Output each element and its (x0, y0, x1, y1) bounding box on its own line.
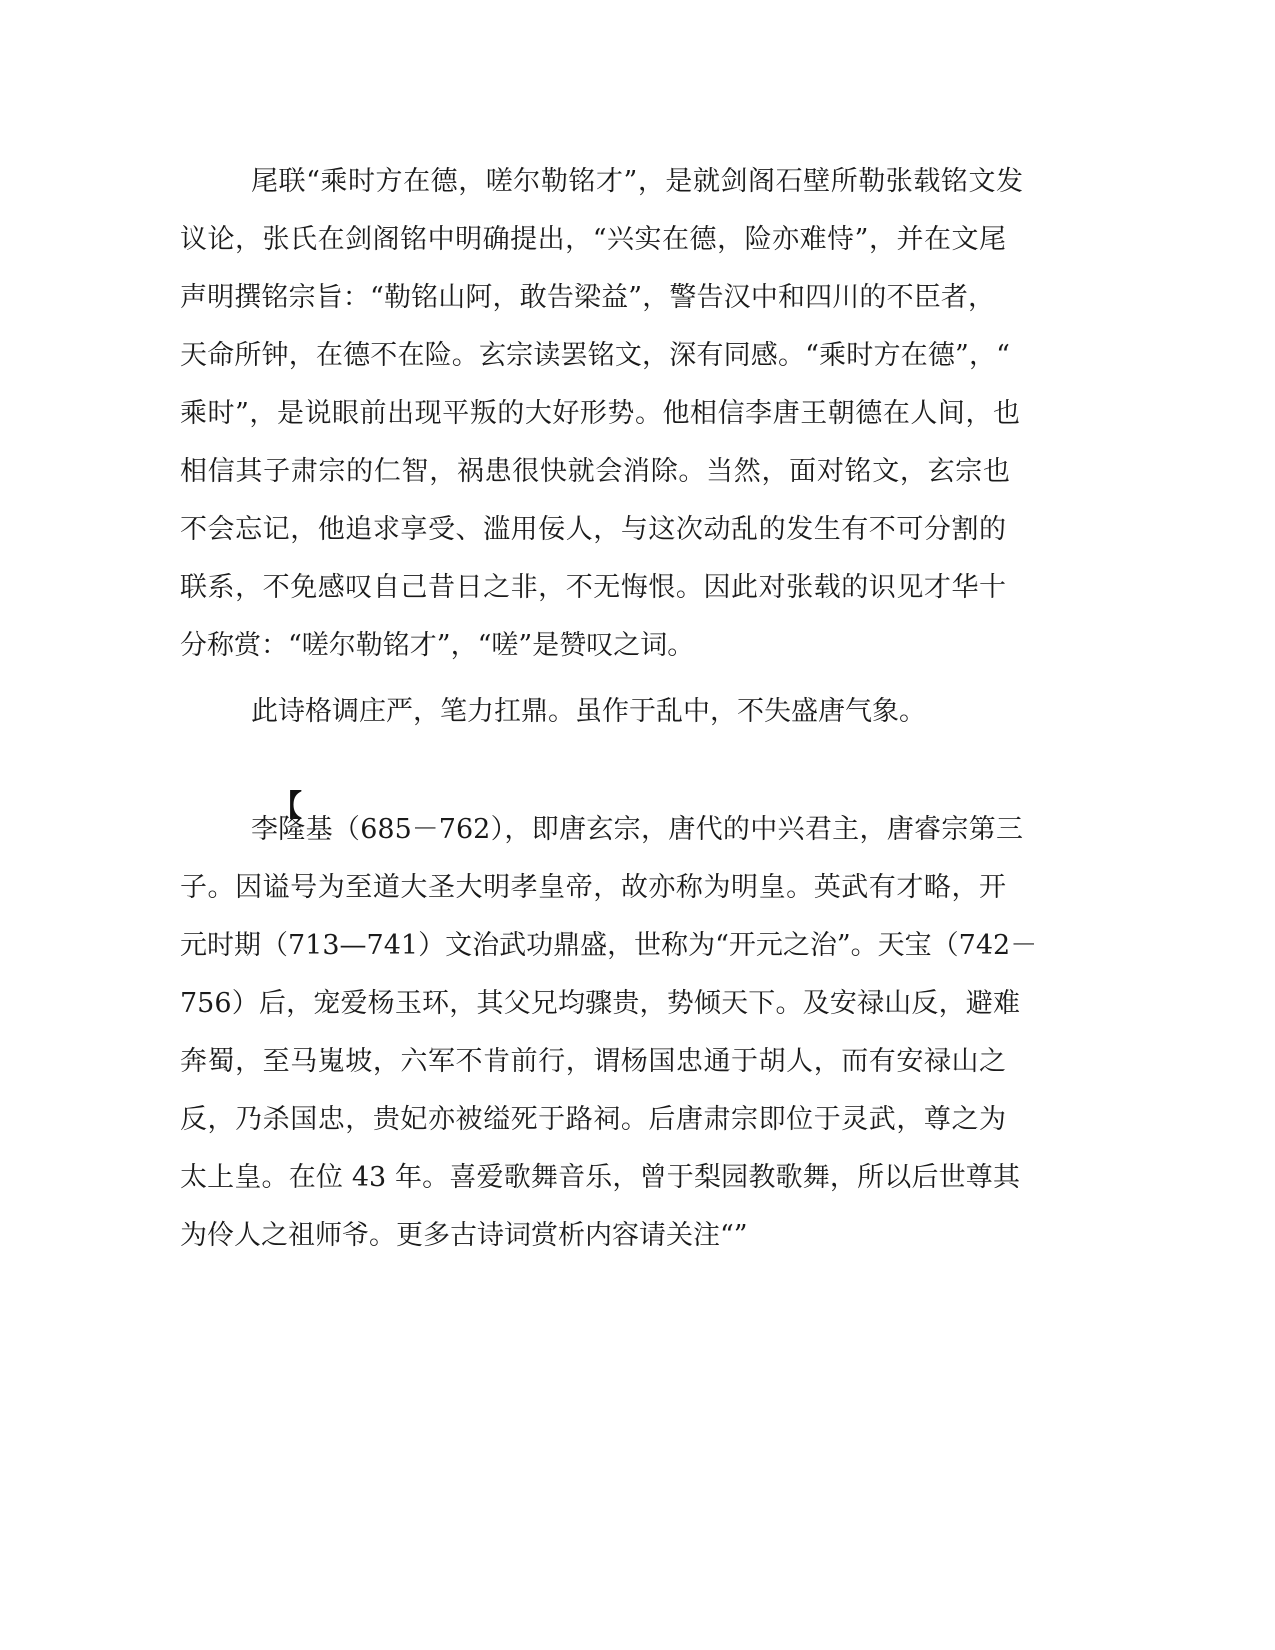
section-bracket: 【 (272, 789, 302, 824)
paragraph-3-line-4: 756）后，宠爱杨玉环，其父兄均骤贵，势倾天下。及安禄山反，避难 (180, 988, 1020, 1019)
paragraph-1-line-4: 天命所钟，在德不在险。玄宗读罢铭文，深有同感。“乘时方在德”，“ (180, 340, 1010, 371)
paragraph-1-line-1: 尾联“乘时方在德，嗟尔勒铭才”，是就剑阁石壁所勒张载铭文发 (251, 166, 1023, 197)
paragraph-2: 此诗格调庄严，笔力扛鼎。虽作于乱中，不失盛唐气象。 (251, 696, 926, 727)
paragraph-3-line-5: 奔蜀，至马嵬坡，六军不肯前行，谓杨国忠通于胡人，而有安禄山之 (180, 1046, 1006, 1077)
paragraph-1-line-6: 相信其子肃宗的仁智，祸患很快就会消除。当然，面对铭文，玄宗也 (180, 456, 1010, 487)
paragraph-3-line-1: 李隆基（685－762），即唐玄宗，唐代的中兴君主，唐睿宗第三 (251, 814, 1023, 845)
paragraph-3-line-2: 子。因谥号为至道大圣大明孝皇帝，故亦称为明皇。英武有才略，开 (180, 872, 1006, 903)
paragraph-1-line-9: 分称赏：“嗟尔勒铭才”，“嗟”是赞叹之词。 (180, 630, 695, 661)
paragraph-3-line-7: 太上皇。在位 43 年。喜爱歌舞音乐，曾于梨园教歌舞，所以后世尊其 (180, 1162, 1020, 1193)
paragraph-1-line-3: 声明撰铭宗旨：“勒铭山阿，敢告梁益”，警告汉中和四川的不臣者， (180, 282, 995, 313)
paragraph-3-line-3: 元时期（713—741）文治武功鼎盛，世称为“开元之治”。天宝（742－ (180, 930, 1038, 961)
paragraph-3-line-8: 为伶人之祖师爷。更多古诗词赏析内容请关注“” (180, 1220, 748, 1251)
paragraph-1-line-2: 议论，张氏在剑阁铭中明确提出，“兴实在德，险亦难恃”，并在文尾 (180, 224, 1006, 255)
paragraph-1-line-8: 联系，不免感叹自己昔日之非，不无悔恨。因此对张载的识见才华十 (180, 572, 1006, 603)
paragraph-3-line-6: 反，乃杀国忠，贵妃亦被缢死于路祠。后唐肃宗即位于灵武，尊之为 (180, 1104, 1006, 1135)
paragraph-1-line-7: 不会忘记，他追求享受、滥用佞人，与这次动乱的发生有不可分割的 (180, 514, 1006, 545)
paragraph-1-line-5: 乘时”，是说眼前出现平叛的大好形势。他相信李唐王朝德在人间，也 (180, 398, 1020, 429)
